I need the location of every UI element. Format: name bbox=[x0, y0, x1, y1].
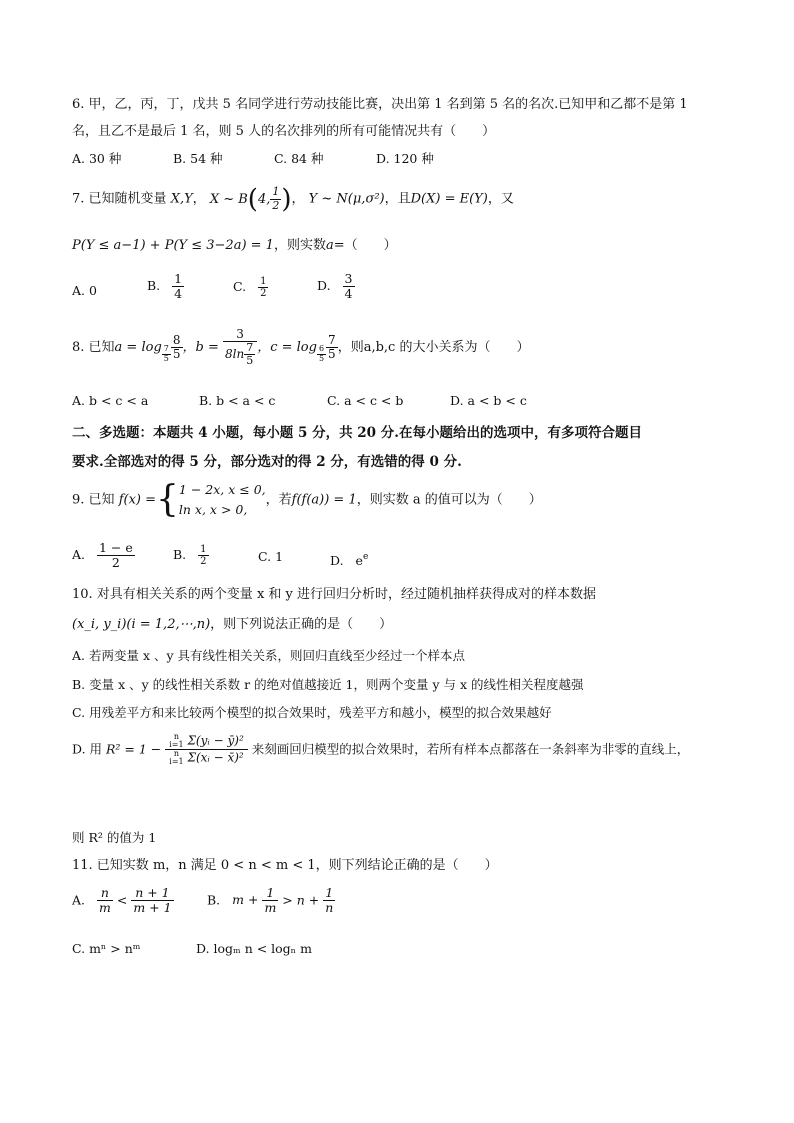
q11-line: 11. 已知实数 m，n 满足 0 < n < m < 1，则下列结论正确的是（ ） bbox=[72, 858, 498, 873]
q9-option-b bbox=[173, 544, 209, 567]
q9-option-b-num: 1 bbox=[200, 544, 207, 555]
q10-num-expr: Σ(yᵢ − ȳ)² bbox=[187, 733, 244, 748]
q10-option-b: B. 变量 x 、y 的线性相关系数 r 的绝对值越接近 1，则两个变量 y 与 x 的线性相关程度越强 bbox=[72, 677, 584, 692]
q11-b-f2-den: n bbox=[325, 899, 334, 915]
q10-option-d bbox=[72, 733, 689, 766]
q7-number: 7. 已知随机变量 bbox=[72, 191, 167, 207]
q7-option-c-den: 2 bbox=[260, 288, 267, 299]
q8-a-base-num: 7 bbox=[163, 344, 169, 354]
q6-option-d: D. 120 种 bbox=[376, 151, 434, 166]
q7-var-a: a bbox=[325, 238, 334, 253]
q10-sample-expr: (x_i, y_i)(i = 1,2,⋯,n) bbox=[72, 617, 211, 632]
q9-option-d-label: D. bbox=[330, 553, 344, 568]
q8-c-base-den: 5 bbox=[318, 354, 325, 364]
q11-a-right-den: m + 1 bbox=[133, 899, 172, 915]
q9-number: 9. 已知 bbox=[72, 492, 115, 508]
q9-option-b-label: B. bbox=[173, 547, 187, 562]
q9-mid: ，若 bbox=[265, 492, 292, 508]
q7-line1 bbox=[72, 186, 514, 212]
q6-option-b: B. 54 种 bbox=[173, 151, 223, 166]
q10-option-d-tail: 来刻画回归模型的拟合效果时，若所有样本点都落在一条斜率为非零的直线上， bbox=[251, 741, 690, 757]
q7-xdist: X ~ B(4, $\frac{1}{2}$ ) bbox=[209, 184, 292, 214]
q8-c-pre: ，c = log bbox=[257, 340, 317, 356]
q11-b-f2-num: 1 bbox=[323, 886, 335, 901]
q9-option-d bbox=[330, 548, 368, 570]
q11-b-op: > n + bbox=[282, 892, 320, 908]
q9-cond: f(f(a)) = 1 bbox=[291, 492, 357, 508]
q9-option-d-base: e bbox=[355, 553, 363, 568]
q6-option-a: A. 30 种 bbox=[72, 151, 122, 166]
q8-b-pre: ，b = bbox=[182, 340, 219, 356]
q7-option-b-den: 4 bbox=[174, 285, 183, 301]
q7-option-c bbox=[233, 276, 268, 299]
section2-heading-line2: 要求.全部选对的得 5 分，部分选对的得 2 分，有选错的得 0 分. bbox=[72, 454, 462, 470]
q8-c-arg-num: 7 bbox=[328, 333, 336, 347]
q11-a-left-num: n bbox=[97, 886, 113, 901]
q11-b-f1-num: 1 bbox=[262, 886, 278, 901]
q7-option-b bbox=[147, 272, 184, 301]
q8-option-d: D. a < b < c bbox=[450, 393, 527, 408]
q11-option-a bbox=[72, 886, 174, 915]
q7-sep2: ， bbox=[291, 191, 305, 207]
q7-option-a: A. 0 bbox=[72, 283, 97, 298]
q8-a-arg-den: 5 bbox=[172, 347, 181, 362]
q9-option-a-num: 1 − e bbox=[99, 540, 133, 555]
q8-option-c: C. a < c < b bbox=[327, 393, 404, 408]
section2-heading-line1: 二、多选题：本题共 4 小题，每小题 5 分，共 20 分.在每小题给出的选项中，有多项符合题目 bbox=[72, 425, 642, 441]
q8-b-den-pre: 8ln bbox=[225, 347, 245, 362]
q9-option-c: C. 1 bbox=[258, 549, 284, 564]
q7-cond: D(X) = E(Y) bbox=[410, 191, 488, 207]
q11-option-c: C. mⁿ > nᵐ bbox=[72, 941, 141, 956]
q7-xdist-pre: X ~ B bbox=[209, 191, 248, 207]
q7-option-d-num: 3 bbox=[344, 271, 353, 286]
q7-cond-pre: ，且 bbox=[384, 191, 411, 207]
q8-number: 8. 已知 bbox=[72, 340, 115, 356]
q10-sum-bot-2: i=1 bbox=[169, 757, 184, 766]
q11-b-f1-den: m bbox=[264, 899, 277, 915]
q8-b-den-den: 5 bbox=[246, 354, 254, 368]
q7-cond-post: ，又 bbox=[487, 191, 514, 207]
q9-line: 9. 已知 f(x) ={ 1 − 2x, x ≤ 0, ln x, x > 0, ，若f(f(a)) = 1，则实数 a 的值可以为（ ） bbox=[72, 479, 542, 520]
q8-c-arg-den: 5 bbox=[328, 347, 336, 362]
q7-option-d bbox=[317, 272, 355, 301]
q8-a-pre: a = log bbox=[114, 340, 162, 356]
q8-b-den-num: 7 bbox=[246, 341, 254, 355]
q11-a-left-den: m bbox=[99, 899, 111, 915]
q11-b-m: m + bbox=[232, 892, 259, 908]
q8-b-num: 3 bbox=[223, 328, 257, 342]
q7-option-d-label: D. bbox=[317, 277, 331, 293]
q7-xdist-num: 1 bbox=[272, 185, 280, 199]
q11-option-b-label: B. bbox=[207, 892, 221, 908]
q7-option-b-num: 1 bbox=[174, 271, 183, 286]
q11-option-a-label: A. bbox=[72, 892, 86, 908]
q8-line bbox=[72, 328, 529, 367]
q9-case2: ln x, x > 0, bbox=[178, 502, 248, 517]
q9-tail: ，则实数 a 的值可以为（ ） bbox=[356, 492, 542, 508]
q10-sum-top-2: n bbox=[173, 749, 180, 758]
q7-xdist-den: 2 bbox=[272, 198, 280, 212]
q9-option-a-den: 2 bbox=[111, 554, 120, 570]
q8-a-base-den: 5 bbox=[163, 354, 169, 364]
q7-option-d-den: 4 bbox=[344, 285, 353, 301]
q10-option-c: C. 用残差平方和来比较两个模型的拟合效果时，残差平方和越小，模型的拟合效果越好 bbox=[72, 705, 552, 720]
q10-den-expr: Σ(xᵢ − x̄)² bbox=[187, 750, 244, 765]
q10-line1: 10. 对具有相关关系的两个变量 x 和 y 进行回归分析时，经过随机抽样获得成对的样本数据 bbox=[72, 587, 597, 602]
q7-prob-expr: P(Y ≤ a−1) + P(Y ≤ 3−2a) = 1 bbox=[72, 238, 274, 253]
q10-line2-tail: ，则下列说法正确的是（ ） bbox=[210, 617, 393, 632]
q9-option-a-label: A. bbox=[72, 546, 86, 562]
q11-option-d: D. logₘ n < logₙ m bbox=[196, 941, 312, 956]
q7-option-b-label: B. bbox=[147, 277, 161, 293]
q7-option-c-num: 1 bbox=[260, 276, 267, 287]
q10-sum-top: n bbox=[173, 732, 179, 741]
q6-option-c: C. 84 种 bbox=[274, 151, 324, 166]
q10-r2-numerator bbox=[165, 733, 248, 750]
q8-option-b: B. b < a < c bbox=[199, 393, 276, 408]
q7-line2-post: ，则实数 bbox=[273, 238, 326, 253]
q11-a-right-num: n + 1 bbox=[131, 886, 173, 901]
q10-option-d-line2: 则 R² 的值为 1 bbox=[72, 830, 157, 845]
q9-case1: 1 − 2x, x ≤ 0, bbox=[178, 482, 266, 497]
q10-option-d-label: D. 用 bbox=[72, 741, 103, 757]
q11-option-b bbox=[207, 886, 335, 915]
q10-r2-expr: R² = 1 − bbox=[106, 741, 162, 757]
q7-xdist-arg: 4, bbox=[257, 191, 271, 207]
q7-ydist: Y ~ N(μ,σ²) bbox=[308, 191, 385, 207]
q8-a-arg-num: 8 bbox=[172, 333, 181, 347]
q11-a-op: < bbox=[116, 892, 128, 908]
q9-option-b-den: 2 bbox=[200, 556, 207, 567]
q7-vars: X,Y bbox=[170, 191, 193, 207]
q7-line2-tail: =（ ） bbox=[333, 238, 397, 253]
q9-fx: f(x) = bbox=[118, 492, 156, 508]
q10-sum-bot: i=1 bbox=[169, 740, 184, 749]
q9-option-a bbox=[72, 541, 135, 570]
q7-option-c-label: C. bbox=[233, 279, 247, 294]
q8-c-base-num: 6 bbox=[318, 344, 325, 354]
q9-option-d-exp: e bbox=[362, 552, 369, 562]
q6-line1: 6. 甲，乙，丙，丁，戊共 5 名同学进行劳动技能比赛，决出第 1 名到第 5 名的名次.已知甲和乙都不是第 1 bbox=[72, 97, 688, 112]
q7-line2 bbox=[72, 237, 397, 255]
q7-sep: ， bbox=[192, 191, 206, 207]
q8-option-a: A. b < c < a bbox=[72, 393, 149, 408]
q10-option-a: A. 若两变量 x 、y 具有线性相关关系，则回归直线至少经过一个样本点 bbox=[72, 648, 466, 663]
q10-line2 bbox=[72, 616, 392, 634]
q10-r2-denominator bbox=[165, 750, 248, 766]
q8-tail: ，则a,b,c 的大小关系为（ ） bbox=[337, 340, 530, 356]
q6-line2: 名，且乙不是最后 1 名，则 5 人的名次排列的所有可能情况共有（ ） bbox=[72, 124, 496, 139]
